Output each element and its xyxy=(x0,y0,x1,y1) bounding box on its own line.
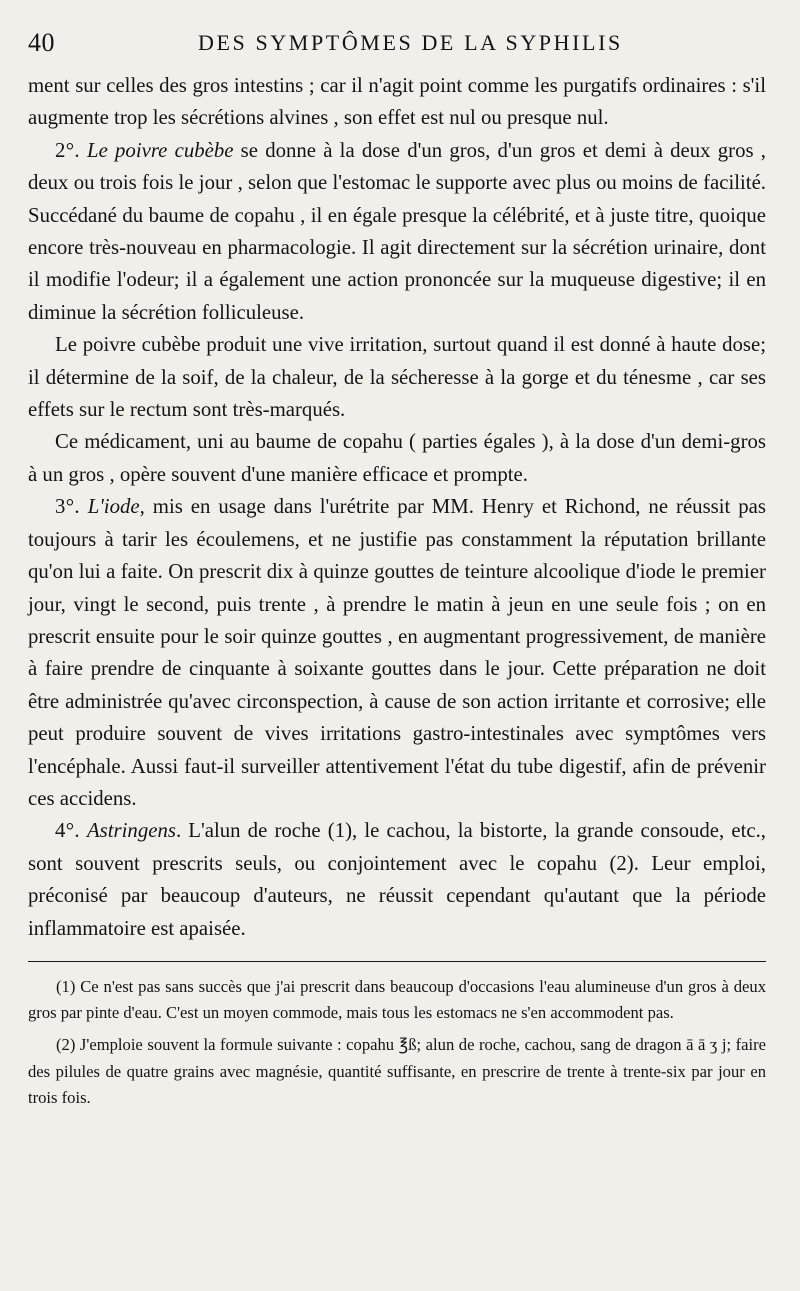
item-number: 4°. xyxy=(55,819,80,843)
item-text: se donne à la dose d'un gros, d'un gros et demi à deux gros , deux ou trois fois le jour , selon que l'estomac le supporte avec plus ou moins de facilité. Succédané du baume de copahu , il en égale presque la célébrité, et à juste titre, quoique encore très-nouveau en pharmacologie. Il agit directement sur la sécrétion urinaire, dont il modifie l'odeur; il a également une action prononcée sur la muqueuse digestive; il en diminue la sécrétion folliculeuse. xyxy=(28,138,766,324)
item-text: . L'alun de roche (1), le cachou, la bistorte, la grande consoude, etc., sont souvent prescrits seuls, ou conjointement avec le copahu (2). Leur emploi, préconisé par beaucoup d'auteurs, ne réussit cependant qu'autant que la période inflammatoire est apaisée. xyxy=(28,819,766,940)
item-term: Le poivre cubèbe xyxy=(87,138,234,162)
item-term: L'iode xyxy=(87,495,140,519)
running-title: DES SYMPTÔMES DE LA SYPHILIS xyxy=(198,30,623,55)
main-text xyxy=(28,70,766,945)
item-number: 3°. xyxy=(55,495,80,519)
page-header xyxy=(28,26,766,58)
item-term: Astringens xyxy=(86,819,176,843)
paragraph-medicament: Ce médicament, uni au baume de copahu ( parties égales ), à la dose d'un demi-gros à un gros , opère souvent d'une manière efficace et prompte. xyxy=(28,430,766,486)
footnote-2: (2) J'emploie souvent la formule suivante : copahu ℥ß; alun de roche, cachou, sang de dragon ā ā ʒ j; faire des pilules de quatre grains avec magnésie, quantité suffisante, en prescrire de trente à trente-six par jour en trois fois. xyxy=(28,1035,766,1107)
paragraph-poivre-cubebe xyxy=(28,135,766,329)
paragraph-astringens xyxy=(28,815,766,945)
paragraph-continuation: ment sur celles des gros intestins ; car il n'agit point comme les purgatifs ordinaires : s'il augmente trop les sécrétions alvines , son effet est nul ou presque nul. xyxy=(28,74,766,130)
paragraph-irritation: Le poivre cubèbe produit une vive irritation, surtout quand il est donné à haute dose; il détermine de la soif, de la chaleur, de la sécheresse à la gorge et du ténesme , car ses effets sur le rectum sont très-marqués. xyxy=(28,333,766,422)
footnote-divider xyxy=(28,961,766,962)
item-text: , mis en usage dans l'urétrite par MM. Henry et Richond, ne réussit pas toujours à tarir les écoulemens, et ne justifie pas constamment la réputation brillante qu'on lui a faite. On prescrit dix à quinze gouttes de teinture alcoolique d'iode le premier jour, vingt le second, puis trente , à prendre le matin à jeun en une seule fois ; on en prescrit ensuite pour le soir quinze gouttes , en augmentant progressivement, de manière à faire prendre de cinquante à soixante gouttes dans le jour. Cette préparation ne doit être administrée qu'avec circonspection, à cause de son action irritante et corrosive; elle peut produire souvent de vives irritations gastro-intestinales avec symptômes vers l'encéphale. Aussi faut-il surveiller attentivement l'état du tube digestif, afin de prévenir ces accidens. xyxy=(28,495,766,810)
footnote-1: (1) Ce n'est pas sans succès que j'ai prescrit dans beaucoup d'occasions l'eau alumineuse d'un gros à deux gros par pinte d'eau. C'est un moyen commode, mais tous les estomacs ne s'en accommodent pas. xyxy=(28,976,766,1023)
paragraph-iode xyxy=(28,491,766,815)
item-number: 2°. xyxy=(55,138,80,162)
footnotes xyxy=(28,974,766,1111)
page-number: 40 xyxy=(28,28,55,57)
